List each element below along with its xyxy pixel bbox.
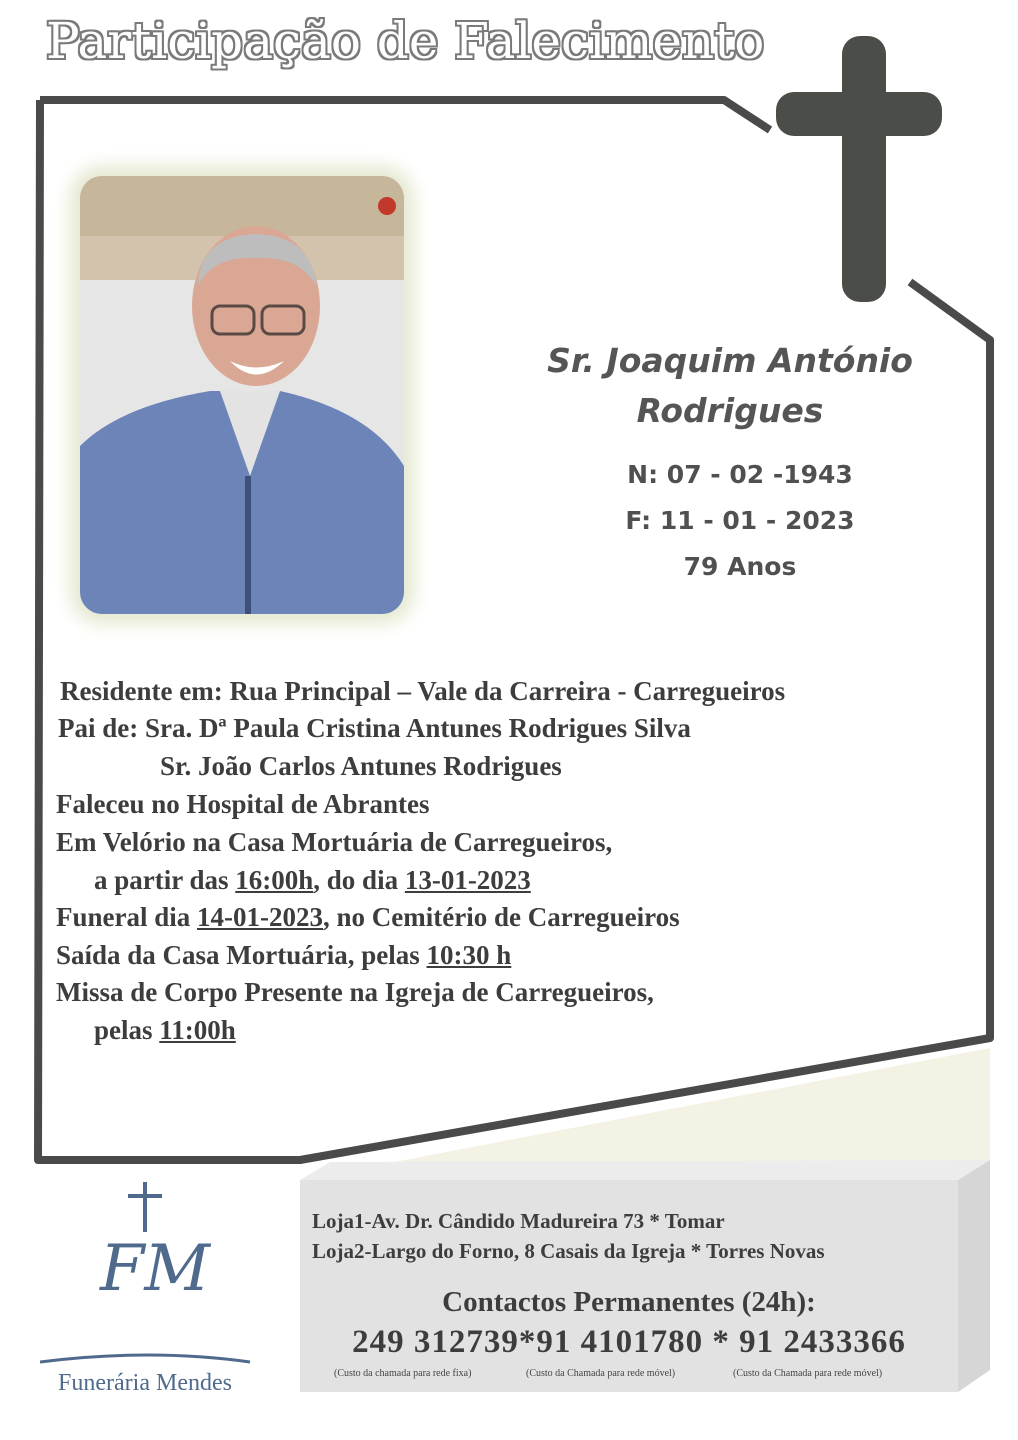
child-2: Sr. João Carlos Antunes Rodrigues bbox=[160, 751, 562, 781]
wake-time: 16:00h bbox=[235, 865, 314, 895]
note-mobile-1: (Custo da Chamada para rede móvel) bbox=[526, 1368, 676, 1379]
wake-date-label: , do dia bbox=[313, 865, 405, 895]
funeral-date: 14-01-2023 bbox=[197, 902, 323, 932]
wake-time-line bbox=[94, 865, 531, 896]
contact-panel-side bbox=[958, 1160, 990, 1392]
death-date: F: 11 - 01 - 2023 bbox=[625, 506, 855, 535]
mass-time: 11:00h bbox=[159, 1015, 236, 1045]
deceased-name bbox=[480, 336, 980, 436]
portrait-illustration bbox=[80, 176, 404, 614]
wake-line: Em Velório na Casa Mortuária de Carregueiros, bbox=[56, 827, 613, 857]
exit-time: 10:30 h bbox=[426, 940, 512, 970]
funeral-place: , no Cemitério de Carregueiros bbox=[323, 902, 680, 932]
contact-panel-top bbox=[300, 1160, 990, 1180]
child-1: Sra. Dª Paula Cristina Antunes Rodrigues Silva bbox=[145, 713, 691, 743]
exit-label: Saída da Casa Mortuária, pelas bbox=[56, 940, 427, 970]
birth-date: N: 07 - 02 -1943 bbox=[627, 460, 853, 489]
mass-time-label: pelas bbox=[94, 1015, 160, 1045]
exit-line bbox=[56, 940, 511, 971]
deceased-name-line1: Sr. Joaquim António bbox=[547, 341, 913, 380]
parent-of-line bbox=[58, 713, 691, 744]
small-cross-icon bbox=[128, 1182, 162, 1232]
funeral-home-logo bbox=[40, 1178, 260, 1368]
died-at-line: Faleceu no Hospital de Abrantes bbox=[56, 789, 430, 819]
note-mobile-2: (Custo da Chamada para rede móvel) bbox=[733, 1368, 883, 1379]
residence-line: Residente em: Rua Principal – Vale da Carreira - Carregueiros bbox=[60, 676, 786, 706]
store-1-address: Loja1-Av. Dr. Cândido Madureira 73 * Tomar bbox=[312, 1209, 725, 1233]
parent-of-label: Pai de: bbox=[58, 713, 145, 743]
phone-numbers: 249 312739*91 4101780 * 91 2433366 bbox=[352, 1324, 906, 1360]
funeral-line bbox=[56, 902, 680, 933]
wake-from-label: a partir das bbox=[94, 865, 236, 895]
wake-date: 13-01-2023 bbox=[404, 865, 531, 895]
mass-line: Missa de Corpo Presente na Igreja de Carregueiros, bbox=[56, 977, 654, 1007]
page-title: Participação de Falecimento bbox=[46, 12, 765, 70]
age: 79 Anos bbox=[683, 552, 797, 581]
contacts-title: Contactos Permanentes (24h): bbox=[442, 1286, 816, 1318]
logo-monogram-f: FM bbox=[100, 1232, 210, 1306]
portrait-photo bbox=[80, 176, 404, 614]
mass-time-line bbox=[94, 1015, 236, 1046]
note-landline: (Custo da chamada para rede fixa) bbox=[334, 1368, 472, 1379]
cream-wedge bbox=[300, 1048, 990, 1180]
funeral-home-name: Funerária Mendes bbox=[58, 1370, 232, 1396]
store-2-address: Loja2-Largo do Forno, 8 Casais da Igreja * Torres Novas bbox=[312, 1239, 825, 1263]
funeral-label: Funeral dia bbox=[56, 902, 198, 932]
cross-icon bbox=[776, 36, 942, 302]
deceased-name-line2: Rodrigues bbox=[636, 391, 824, 430]
